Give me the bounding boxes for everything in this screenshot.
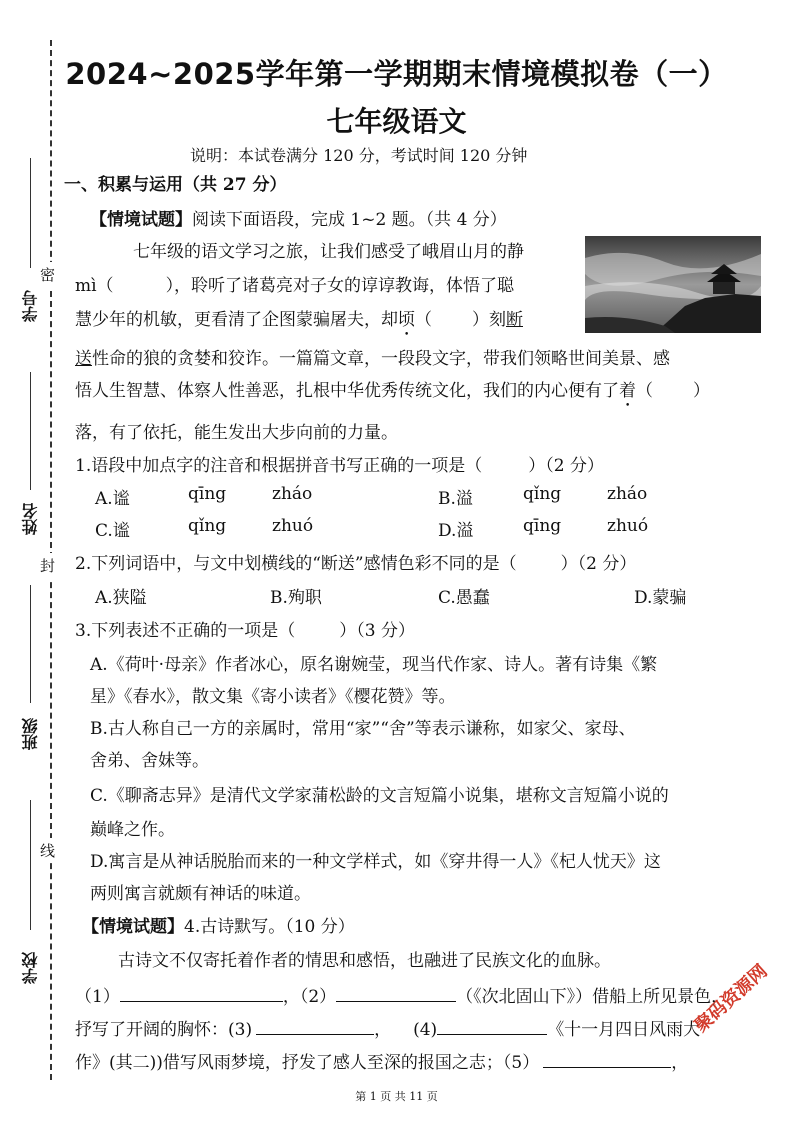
situation-tag: 【情境试题】 bbox=[90, 210, 192, 230]
passage-line-4 bbox=[75, 344, 670, 369]
q4-heading bbox=[82, 912, 355, 937]
q2-option-c[interactable]: C.愚蠢 bbox=[438, 588, 490, 608]
q1-option-b-pinyin1: qǐng bbox=[523, 484, 562, 504]
seal-char-xian: 线 bbox=[40, 838, 55, 863]
q3-option-c-line2: 巅峰之作。 bbox=[90, 820, 175, 840]
passage-line-1: 七年级的语文学习之旅，让我们感受了峨眉山月的静 bbox=[133, 242, 524, 262]
q2-option-d[interactable]: D.蒙骗 bbox=[634, 588, 687, 608]
q4-intro: 古诗文不仅寄托着作者的情思和感悟，也融进了民族文化的血脉。 bbox=[118, 951, 611, 971]
paren-close: ）刻 bbox=[472, 310, 506, 330]
q1-option-a-pinyin1: qīng bbox=[188, 484, 227, 504]
q4-comma-2: ， bbox=[671, 1053, 689, 1073]
school-line bbox=[30, 800, 31, 930]
q3-option-c-line1[interactable]: C.《聊斋志异》是清代文学家蒲松龄的文言短篇小说集，堪称文言短篇小说的 bbox=[90, 786, 669, 806]
q1-stem-text: 1.语段中加点字的注音和根据拼音书写正确的一项是（ bbox=[75, 456, 483, 476]
q3-option-a-line1[interactable]: A.《荷叶·母亲》作者冰心，原名谢婉莹，现当代作家、诗人。著有诗集《繁 bbox=[90, 655, 658, 675]
q4-blank-5[interactable] bbox=[543, 1052, 671, 1068]
q1-stem bbox=[75, 451, 604, 476]
q1-option-b-pinyin2: zháo bbox=[607, 484, 648, 504]
underlined-duan: 断 bbox=[506, 310, 523, 330]
q2-option-a[interactable]: A.狭隘 bbox=[95, 588, 147, 608]
q3-stem-text: 3.下列表述不正确的一项是（ bbox=[75, 621, 296, 641]
mountain-pavilion-photo bbox=[585, 236, 761, 333]
passage-line-5 bbox=[75, 376, 710, 411]
underlined-song: 送 bbox=[75, 349, 92, 369]
q4-source-1: （《次北固山下》）借船上所见景色， bbox=[456, 987, 729, 1007]
q3-option-d-line1[interactable]: D.寓言是从神话脱胎而来的一种文学样式，如《穿井得一人》《杞人忧天》这 bbox=[90, 852, 661, 872]
q1-option-a[interactable]: A.谧 bbox=[95, 489, 130, 509]
passage-line-2-rest: ），聆听了诸葛亮对子女的谆谆教诲，体悟了聪 bbox=[165, 276, 515, 296]
seal-char-mi: 密 bbox=[40, 262, 55, 287]
label-school: 学校 bbox=[21, 952, 40, 984]
q3-option-b-line1[interactable]: B.古人称自己一方的亲属时，常用“家”“舍”等表示谦称，如家父、家母、 bbox=[90, 719, 636, 739]
passage-line-3-text: 慧少年的机敏，更看清了企图蒙骗屠夫，却 bbox=[75, 310, 398, 330]
passage-line-6: 落，有了依托，能生发出大步向前的力量。 bbox=[75, 423, 398, 443]
section-heading: 一、积累与运用（共 27 分） bbox=[64, 175, 287, 195]
q1-option-a-pinyin2: zháo bbox=[272, 484, 313, 504]
q4-blank-2[interactable] bbox=[336, 986, 456, 1002]
student-number-line bbox=[30, 158, 31, 268]
label-student-number: 学号 bbox=[21, 290, 40, 322]
q4-num-1: （1） bbox=[75, 987, 120, 1007]
seal-char-feng: 封 bbox=[40, 553, 55, 578]
q4-blank-3[interactable] bbox=[256, 1019, 374, 1035]
paren-open-2: （ bbox=[636, 381, 653, 401]
q4-comma-1: ， bbox=[374, 1020, 392, 1040]
q1-option-c-pinyin2: zhuó bbox=[272, 516, 314, 536]
q1-option-d-pinyin1: qīng bbox=[523, 516, 562, 536]
q4-blank-4[interactable] bbox=[437, 1019, 547, 1035]
q3-option-b-line2: 舍弟、舍妹等。 bbox=[90, 751, 209, 771]
q1-option-d[interactable]: D.溢 bbox=[438, 521, 474, 541]
q4-line-3-text: 作》(其二))借写风雨梦境，抒发了感人至深的报国之志；（5） bbox=[75, 1053, 540, 1073]
label-class: 班级 bbox=[21, 718, 40, 750]
q1-option-c[interactable]: C.谧 bbox=[95, 521, 130, 541]
passage-line-5-text: 悟人生智慧、体察人性善恶，扎根中华优秀传统文化，我们的内心便有了 bbox=[75, 381, 619, 401]
q3-option-a-line2: 星》《春水》，散文集《寄小读者》《樱花赞》等。 bbox=[90, 687, 456, 707]
name-line bbox=[30, 372, 31, 490]
q2-score: ）（2 分） bbox=[560, 554, 637, 574]
class-line bbox=[30, 585, 31, 703]
q1-option-c-pinyin1: qǐng bbox=[188, 516, 227, 536]
paren-open: （ bbox=[415, 310, 432, 330]
q3-score: ）（3 分） bbox=[339, 621, 415, 641]
q4-source-2: 《十一月四日风雨大 bbox=[547, 1020, 701, 1040]
q2-stem bbox=[75, 549, 636, 574]
q3-option-d-line2: 两则寓言就颇有神话的味道。 bbox=[90, 884, 311, 904]
q3-stem bbox=[75, 616, 415, 641]
pinyin-mi: mì（ bbox=[75, 276, 114, 296]
label-name: 姓名 bbox=[21, 503, 40, 535]
intro-line bbox=[90, 205, 507, 230]
q2-option-b[interactable]: B.殉职 bbox=[270, 588, 322, 608]
dotted-char-zhao: 着 bbox=[619, 381, 636, 401]
passage-line-2 bbox=[75, 271, 514, 296]
q4-line-1 bbox=[75, 982, 728, 1007]
passage-line-4-text: 性命的狼的贪婪和狡诈。一篇篇文章，一段段文字，带我们领略世间美景、感 bbox=[92, 349, 670, 369]
watermark: 聚码资源网 bbox=[690, 960, 772, 1037]
passage-line-3 bbox=[75, 305, 523, 340]
exam-note: 说明：本试卷满分 120 分，考试时间 120 分钟 bbox=[190, 146, 528, 165]
q4-blank-1[interactable] bbox=[120, 986, 283, 1002]
q4-line-2 bbox=[75, 1015, 700, 1040]
intro-text: 阅读下面语段，完成 1~2 题。（共 4 分） bbox=[192, 210, 507, 230]
q4-situation-tag: 【情境试题】 bbox=[82, 917, 184, 937]
q4-line-2-text: 抒写了开阔的胸怀：(3) bbox=[75, 1020, 253, 1040]
paren-close-2: ） bbox=[693, 381, 710, 401]
q1-option-b[interactable]: B.溢 bbox=[438, 489, 473, 509]
q1-option-d-pinyin2: zhuó bbox=[607, 516, 649, 536]
exam-title: 2024~2025学年第一学期期末情境模拟卷（一） bbox=[65, 57, 728, 91]
q1-score: ）（2 分） bbox=[528, 456, 604, 476]
exam-subtitle: 七年级语文 bbox=[326, 105, 467, 138]
q4-stem: 4.古诗默写。（10 分） bbox=[184, 917, 355, 937]
q4-num-2: ，（2） bbox=[282, 987, 337, 1007]
q2-stem-text: 2.下列词语中，与文中划横线的“断送”感情色彩不同的是（ bbox=[75, 554, 517, 574]
q4-num-4: (4) bbox=[413, 1020, 438, 1040]
page-footer: 第 1 页 共 11 页 bbox=[355, 1090, 438, 1103]
q4-line-3 bbox=[75, 1048, 688, 1073]
dotted-char-qing: 顷 bbox=[398, 310, 415, 330]
